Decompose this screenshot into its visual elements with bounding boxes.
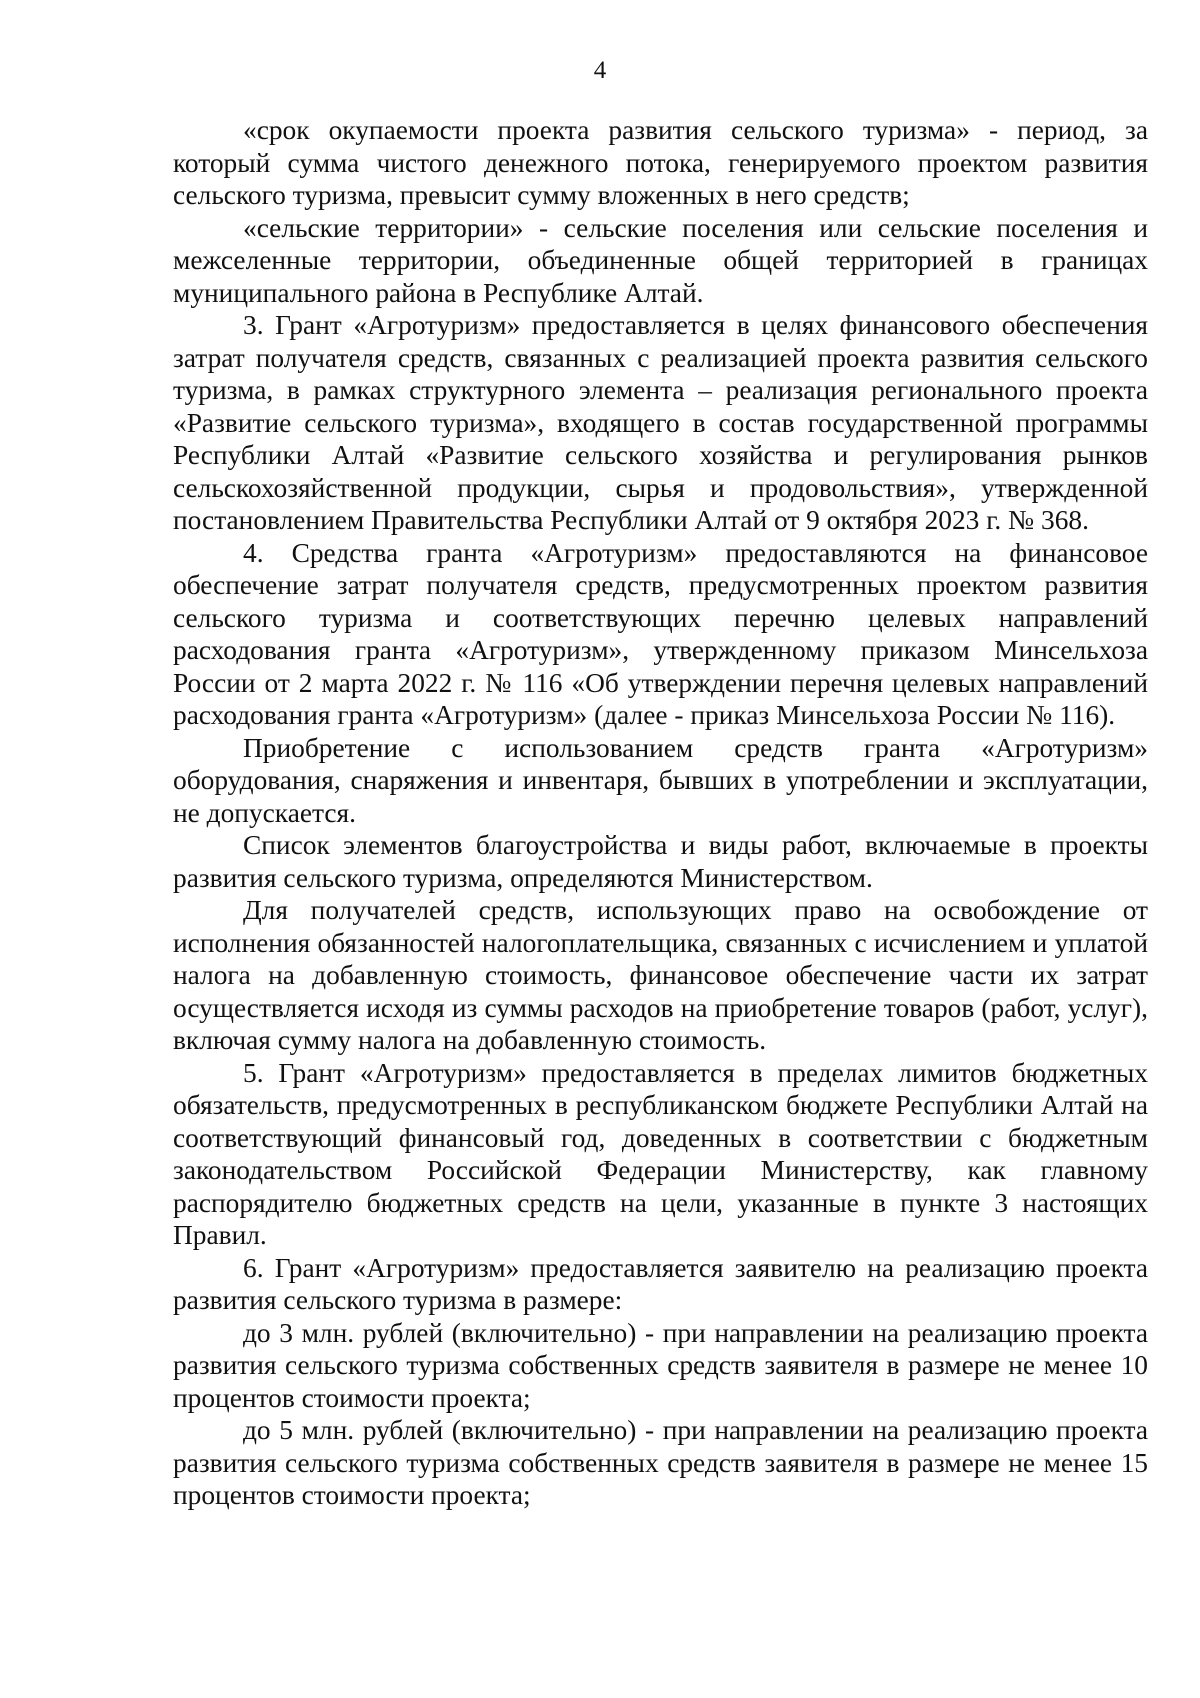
paragraph-item-4: 4. Средства гранта «Агротуризм» предоставляются на финансовое обеспечение затрат получателя средств, предусмотренных проектом развития сельского туризма и соответствующих перечню целевых направлений расходования гранта «Агротуризм», утвержденному приказом Минсельхоза России от 2 марта 2022 г. № 116 «Об утверждении перечня целевых направлений расходования гранта «Агротуризм» (далее - приказ Минсельхоза России № 116).	[173, 537, 1148, 730]
paragraph-rural-territories-definition: «сельские территории» - сельские поселения или сельские поселения и межселенные территории, объединенные общей территорией в границах муниципального района в Республике Алтай.	[173, 212, 1148, 308]
paragraph-item-5: 5. Грант «Агротуризм» предоставляется в пределах лимитов бюджетных обязательств, предусмотренных в республиканском бюджете Республики Алтай на соответствующий финансовый год, доведенных в соответствии с бюджетным законодательством Российской Федерации Министерству, как главному распорядителю бюджетных средств на цели, указанные в пункте 3 настоящих Правил.	[173, 1057, 1148, 1250]
page-number: 4	[593, 57, 607, 84]
paragraph-grant-5-million: до 5 млн. рублей (включительно) - при направлении на реализацию проекта развития сельского туризма собственных средств заявителя в размере не менее 15 процентов стоимости проекта;	[173, 1415, 1148, 1510]
paragraph-item-3: 3. Грант «Агротуризм» предоставляется в целях финансового обеспечения затрат получателя средств, связанных с реализацией проекта развития сельского туризма, в рамках структурного элемента – реализация регионального проекта «Развитие сельского туризма», входящего в состав государственной программы Республики Алтай «Развитие сельского хозяйства и регулирования рынков сельскохозяйственной продукции, сырья и продовольствия», утвержденной постановлением Правительства Республики Алтай от 9 октября 2023 г. № 368.	[173, 310, 1148, 535]
paragraph-grant-3-million: до 3 млн. рублей (включительно) - при направлении на реализацию проекта развития сельского туризма собственных средств заявителя в размере не менее 10 процентов стоимости проекта;	[173, 1317, 1148, 1413]
paragraph-improvement-elements: Список элементов благоустройства и виды работ, включаемые в проекты развития сельского туризма, определяются Министерством.	[173, 830, 1148, 893]
paragraph-vat-exemption: Для получателей средств, использующих право на освобождение от исполнения обязанностей налогоплательщика, связанных с исчислением и уплатой налога на добавленную стоимость, финансовое обеспечение части их затрат осуществляется исходя из суммы расходов на приобретение товаров (работ, услуг), включая сумму налога на добавленную стоимость.	[173, 895, 1148, 1055]
paragraph-payback-definition: «срок окупаемости проекта развития сельского туризма» - период, за который сумма чистого денежного потока, генерируемого проектом развития сельского туризма, превысит сумму вложенных в него средств;	[173, 115, 1148, 210]
paragraph-item-6: 6. Грант «Агротуризм» предоставляется заявителю на реализацию проекта развития сельского туризма в размере:	[173, 1252, 1148, 1315]
paragraph-used-equipment: Приобретение с использованием средств гранта «Агротуризм» оборудования, снаряжения и инвентаря, бывших в употреблении и эксплуатации, не допускается.	[173, 732, 1148, 828]
document-body	[173, 114, 1148, 1512]
